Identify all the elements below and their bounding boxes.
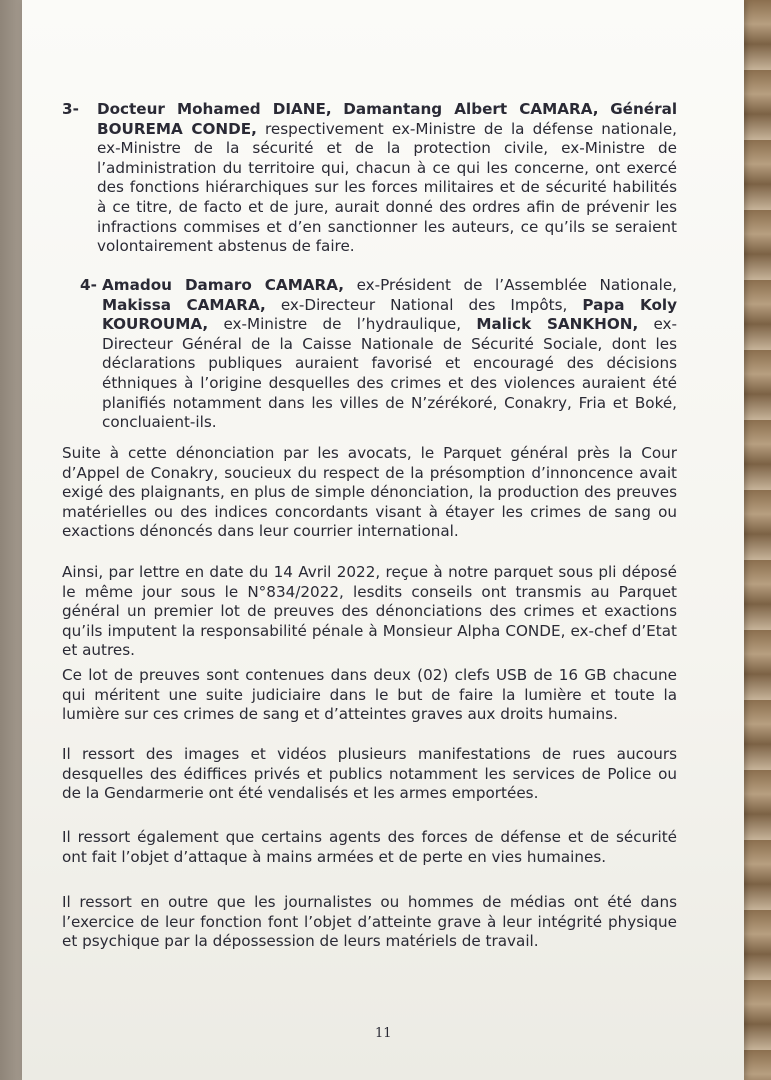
item-3-text: respectivement ex-Ministre de la défense nationale, ex-Ministre de la sécurité et de la protection civile, ex-Ministre de l’administration du territoire qui, chacun à ce qui les concerne, ont exercé des fonctions hiérarchiques sur les forces militaires et de sécurité habilités à ce titre, de facto et de jure, aurait donné des ordres afin de prévenir les infractions commises et d’en sanctionner les auteurs, ce qu’ils se seraient volontairement abstenus de faire. bbox=[97, 119, 678, 256]
item-4-name-3: Papa Koly KOUROUMA, bbox=[102, 295, 678, 334]
item-4-text-1: ex-Président de l’Assemblée Nationale, bbox=[356, 276, 677, 294]
item-4-name-2: Makissa CAMARA, bbox=[102, 295, 266, 314]
paragraph-2: Ainsi, par lettre en date du 14 Avril 2022, reçue à notre parquet sous pli déposé le même jour sous le N°834/2022, lesdits conseils ont transmis au Parquet général un premier lot de preuves des dénonciations des crimes et exactions qu’ils imputent la responsabilité pénale à Monsieur Alpha CONDE, ex-chef d’Etat et autres. bbox=[62, 563, 677, 660]
item-4-text-2: ex-Directeur National des Impôts, bbox=[280, 295, 568, 314]
item-3-name-1: Docteur Mohamed DIANE, bbox=[97, 100, 332, 118]
paragraph-6: Il ressort en outre que les journalistes ou hommes de médias ont été dans l’exercice de leur fonction font l’objet d’atteinte grave à leur intégrité physique et psychique par la dépossession de leurs matériels de travail. bbox=[62, 893, 677, 951]
item-4-text-3: ex-Ministre de l’hydraulique, bbox=[223, 315, 462, 334]
paragraph-4: Il ressort des images et vidéos plusieurs manifestations de rues aucours desquelles des édiffices privés et publics notamment les services de Police ou de la Gendarmerie ont été vendalisés et les armes emportées. bbox=[62, 745, 677, 803]
item-3-number: 3- bbox=[62, 100, 79, 118]
item-4-text-4: ex-Directeur Général de la Caisse Nationale de Sécurité Sociale, dont les déclarations publiques auraient favorisé et encouragé des décisions éthniques à l’origine desquelles des crimes et des violences auraient été planifiés notamment dans les villes de N’zérékoré, Conakry, Fria et Boké, concluaient-ils. bbox=[102, 315, 678, 432]
item-4-number: 4- bbox=[80, 276, 97, 294]
item-4-name-1: Amadou Damaro CAMARA, bbox=[102, 276, 345, 294]
item-3 bbox=[97, 100, 677, 257]
item-4-name-4: Malick SANKHON, bbox=[476, 315, 639, 334]
item-3-name-3: Général BOUREMA CONDE, bbox=[97, 100, 678, 138]
paragraph-5: Il ressort également que certains agents des forces de défense et de sécurité ont fait l’objet d’attaque à mains armées et de perte en vies humaines. bbox=[62, 828, 677, 866]
background-right bbox=[741, 0, 771, 1080]
item-3-name-2: Damantang Albert CAMARA, bbox=[343, 100, 599, 118]
paragraph-3: Ce lot de preuves sont contenues dans deux (02) clefs USB de 16 GB chacune qui méritent une suite judiciaire dans le but de faire la lumière et toute la lumière sur ces crimes de sang et d’atteintes graves aux droits humains. bbox=[62, 666, 677, 724]
document-page bbox=[22, 0, 744, 1080]
page-number: 11 bbox=[375, 1026, 392, 1041]
item-4 bbox=[102, 276, 677, 433]
paragraph-1: Suite à cette dénonciation par les avocats, le Parquet général près la Cour d’Appel de Conakry, soucieux du respect de la présomption d’innoncence avait exigé des plaignants, en plus de simple dénonciation, la production des preuves matérielles ou des indices concordants visant à étayer les crimes de sang ou exactions dénoncés dans leur courrier international. bbox=[62, 444, 677, 541]
